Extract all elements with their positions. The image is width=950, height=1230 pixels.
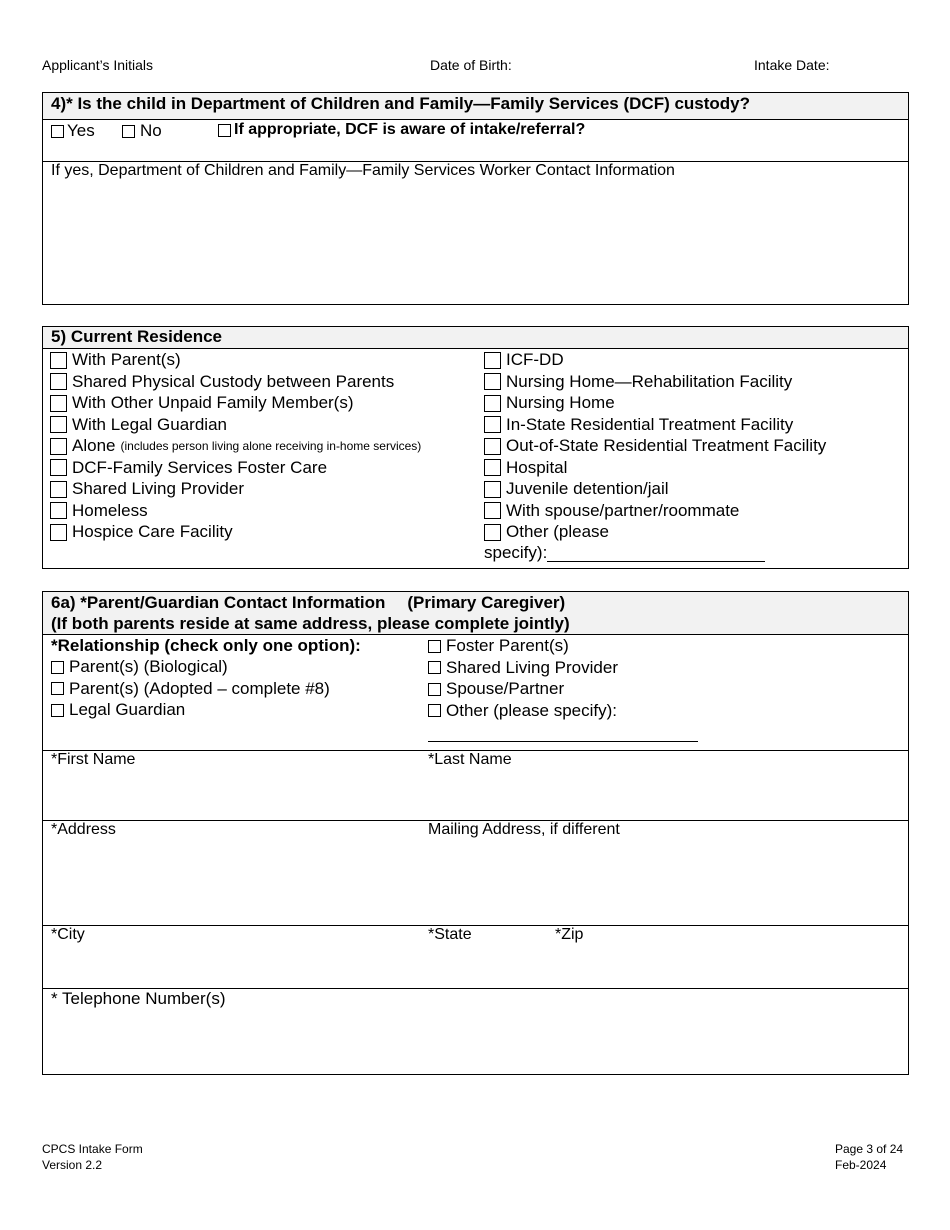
relationship-right-1-option[interactable]	[428, 658, 618, 678]
section-5-title: 5) Current Residence	[51, 327, 222, 346]
address-field[interactable]: *Address	[51, 821, 116, 838]
residence-left-8-checkbox[interactable]	[50, 524, 67, 541]
footer-left	[42, 1141, 143, 1173]
relationship-left-2-option[interactable]	[51, 700, 185, 720]
residence-left-1-checkbox[interactable]	[50, 373, 67, 390]
residence-left-8-option[interactable]	[50, 522, 233, 542]
q4-dcf-aware-checkbox[interactable]	[218, 124, 231, 137]
q4-dcf-aware-label: If appropriate, DCF is aware of intake/referral?	[234, 121, 586, 138]
last-name-field[interactable]: *Last Name	[428, 751, 512, 768]
residence-left-5-option[interactable]	[50, 458, 327, 478]
q4-dcf-aware-option[interactable]	[218, 121, 585, 139]
residence-right-6-option[interactable]	[484, 479, 669, 499]
residence-alone-note: (includes person living alone receiving in-home services)	[120, 439, 422, 453]
residence-left-0-option[interactable]	[50, 350, 181, 370]
section-4-options-row	[43, 120, 908, 162]
footer-page-number: Page 3 of 24	[835, 1142, 904, 1156]
residence-right-1-label: Nursing Home—Rehabilitation Facility	[506, 371, 793, 391]
section-6a-title: 6a) *Parent/Guardian Contact Information	[51, 593, 386, 612]
section-5-title-bar	[43, 327, 908, 349]
residence-left-5-label: DCF-Family Services Foster Care	[72, 457, 328, 477]
relationship-right-2-label: Spouse/Partner	[446, 679, 565, 698]
relationship-right-3-label: Other (please specify):	[446, 700, 618, 720]
residence-right-5-option[interactable]	[484, 458, 567, 478]
telephone-row	[43, 989, 908, 1075]
section-6a-parent-guardian	[42, 591, 909, 1075]
residence-right-3-label: In-State Residential Treatment Facility	[506, 414, 794, 434]
relationship-left-2-checkbox[interactable]	[51, 704, 64, 717]
relationship-left-0-checkbox[interactable]	[51, 661, 64, 674]
mailing-address-field[interactable]: Mailing Address, if different	[428, 821, 620, 838]
date-of-birth-label: Date of Birth:	[430, 57, 512, 73]
q4-yes-label: Yes	[67, 121, 95, 140]
residence-right-7-checkbox[interactable]	[484, 502, 501, 519]
footer-form-name: CPCS Intake Form	[42, 1142, 143, 1156]
relationship-right-2-option[interactable]	[428, 679, 564, 699]
residence-left-4-checkbox[interactable]	[50, 438, 67, 455]
telephone-field[interactable]: * Telephone Number(s)	[51, 989, 226, 1008]
section-6a-title-bar	[43, 592, 908, 635]
section-5-current-residence	[42, 326, 909, 569]
section-4-dcf-custody	[42, 92, 909, 305]
residence-right-4-label: Out-of-State Residential Treatment Facility	[506, 436, 827, 455]
residence-left-7-option[interactable]	[50, 501, 148, 521]
relationship-right-1-checkbox[interactable]	[428, 661, 441, 674]
residence-left-0-checkbox[interactable]	[50, 352, 67, 369]
relationship-left-0-option[interactable]	[51, 657, 228, 677]
q4-no-checkbox[interactable]	[122, 125, 135, 138]
intake-date-label: Intake Date:	[754, 57, 830, 73]
residence-left-6-label: Shared Living Provider	[72, 479, 244, 498]
q4-yes-option[interactable]	[51, 121, 95, 141]
section-4-title-bar	[43, 93, 908, 120]
residence-left-1-label: Shared Physical Custody between Parents	[72, 371, 395, 391]
residence-right-4-checkbox[interactable]	[484, 438, 501, 455]
residence-right-2-checkbox[interactable]	[484, 395, 501, 412]
relationship-right-3-checkbox[interactable]	[428, 704, 441, 717]
relationship-row	[43, 635, 908, 751]
residence-right-3-checkbox[interactable]	[484, 416, 501, 433]
residence-left-3-label: With Legal Guardian	[72, 414, 227, 434]
relationship-left-1-label: Parent(s) (Adopted – complete #8)	[69, 678, 330, 698]
residence-left-5-checkbox[interactable]	[50, 459, 67, 476]
dcf-worker-contact-label: If yes, Department of Children and Family—Family Services Worker Contact Information	[51, 162, 675, 179]
residence-left-7-label: Homeless	[72, 500, 148, 520]
name-row	[43, 751, 908, 821]
footer-version: Version 2.2	[42, 1158, 103, 1172]
residence-other-specify	[484, 543, 765, 563]
residence-right-2-option[interactable]	[484, 393, 615, 413]
residence-right-0-checkbox[interactable]	[484, 352, 501, 369]
city-field[interactable]: *City	[51, 926, 85, 943]
relationship-left-0-label: Parent(s) (Biological)	[69, 657, 228, 676]
residence-right-7-option[interactable]	[484, 501, 739, 521]
dcf-worker-contact-field[interactable]	[43, 162, 908, 180]
residence-right-8-option[interactable]	[484, 522, 609, 542]
residence-left-2-option[interactable]	[50, 393, 354, 413]
residence-right-3-option[interactable]	[484, 415, 793, 435]
residence-right-7-label: With spouse/partner/roommate	[506, 500, 740, 520]
section-4-title: 4)* Is the child in Department of Children and Family—Family Services (DCF) custody?	[51, 94, 751, 113]
relationship-right-0-checkbox[interactable]	[428, 640, 441, 653]
q4-yes-checkbox[interactable]	[51, 125, 64, 138]
section-6a-subtitle: (If both parents reside at same address, please complete jointly)	[51, 614, 570, 633]
residence-left-1-option[interactable]	[50, 372, 394, 392]
q4-no-label: No	[140, 121, 162, 140]
residence-left-6-option[interactable]	[50, 479, 244, 499]
residence-left-0-label: With Parent(s)	[72, 350, 181, 369]
residence-right-0-label: ICF-DD	[506, 350, 564, 369]
residence-left-3-checkbox[interactable]	[50, 416, 67, 433]
relationship-right-0-label: Foster Parent(s)	[446, 636, 569, 655]
residence-right-0-option[interactable]	[484, 350, 564, 370]
state-field[interactable]: *State	[428, 926, 472, 943]
residence-left-4-option[interactable]	[50, 436, 421, 456]
residence-right-1-checkbox[interactable]	[484, 373, 501, 390]
section-6a-primary-caregiver: (Primary Caregiver)	[407, 593, 566, 612]
relationship-left-2-label: Legal Guardian	[69, 700, 186, 719]
q4-no-option[interactable]	[122, 121, 162, 141]
residence-left-2-label: With Other Unpaid Family Member(s)	[72, 393, 354, 412]
residence-right-5-label: Hospital	[506, 457, 568, 477]
residence-other-specify-line[interactable]	[547, 544, 765, 562]
relationship-right-1-label: Shared Living Provider	[446, 657, 618, 677]
residence-right-4-option[interactable]	[484, 436, 826, 456]
residence-right-8-label: Other (please	[506, 522, 609, 541]
relationship-right-2-checkbox[interactable]	[428, 683, 441, 696]
residence-left-3-option[interactable]	[50, 415, 227, 435]
residence-right-2-label: Nursing Home	[506, 393, 615, 412]
first-name-field[interactable]: *First Name	[51, 751, 136, 768]
residence-right-6-label: Juvenile detention/jail	[506, 479, 669, 498]
relationship-label: *Relationship (check only one option):	[51, 636, 361, 655]
residence-specify-label: specify):	[484, 543, 548, 562]
residence-right-8-checkbox[interactable]	[484, 524, 501, 541]
residence-left-8-label: Hospice Care Facility	[72, 522, 233, 541]
residence-left-4-label: Alone	[72, 436, 116, 455]
residence-left-2-checkbox[interactable]	[50, 395, 67, 412]
relationship-right-0-option[interactable]	[428, 636, 569, 656]
residence-left-7-checkbox[interactable]	[50, 502, 67, 519]
address-row	[43, 821, 908, 926]
zip-field[interactable]: *Zip	[555, 926, 584, 943]
residence-right-1-option[interactable]	[484, 372, 792, 392]
footer-date: Feb-2024	[835, 1158, 887, 1172]
relationship-left-1-checkbox[interactable]	[51, 682, 64, 695]
relationship-right-3-option[interactable]	[428, 701, 617, 721]
relationship-left-1-option[interactable]	[51, 679, 330, 699]
relationship-other-specify-line[interactable]	[428, 726, 698, 742]
residence-left-6-checkbox[interactable]	[50, 481, 67, 498]
residence-right-6-checkbox[interactable]	[484, 481, 501, 498]
applicant-initials-label: Applicant’s Initials	[42, 57, 154, 73]
city-state-zip-row	[43, 926, 908, 989]
residence-right-5-checkbox[interactable]	[484, 459, 501, 476]
footer-right	[835, 1141, 903, 1173]
